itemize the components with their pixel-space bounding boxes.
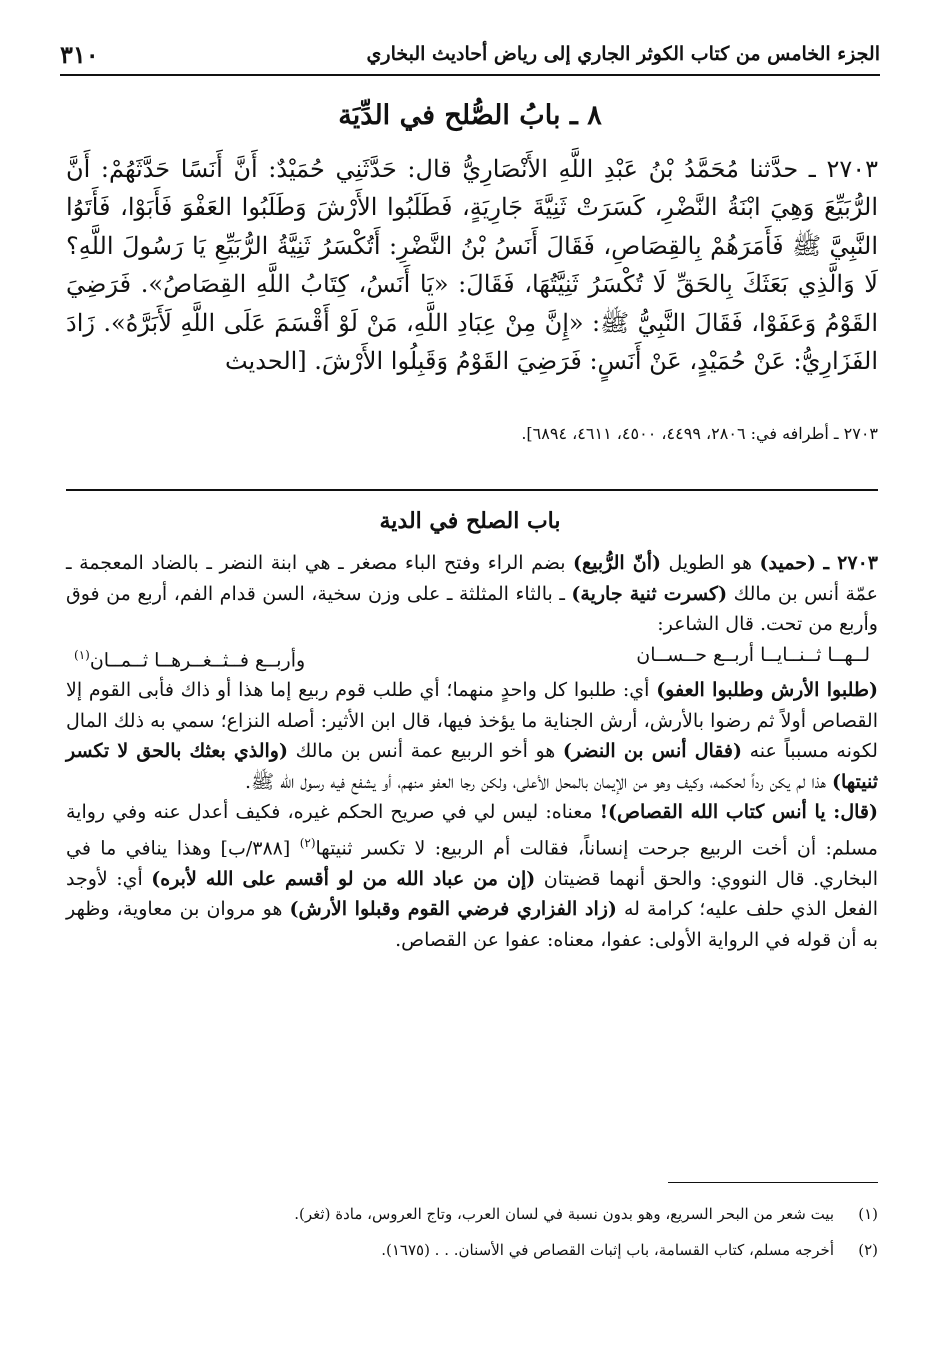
- page-header: [60, 38, 880, 76]
- commentary-text: بضم الراء وفتح الباء مصغر ـ هي ابنة النضر ـ بالضاد المعجمة ـ عمّة أنس بن مالك: [66, 552, 879, 605]
- commentary-text: هذا لم يكن رداً لحكمه، وكيف وهو من الإيمان بالمحل الأعلى، ولكن رجا العفو منهم، أو يشفع فيه رسول الله ﷺ.: [245, 770, 826, 793]
- quoted-phrase: (حميد): [759, 552, 816, 574]
- quoted-phrase: (كسرت ثنية جارية): [571, 582, 728, 605]
- commentary-title: باب الصلح في الدية: [379, 508, 561, 534]
- quoted-phrase: (فقال أنس بن النضر): [562, 740, 742, 763]
- footnote-item: [66, 1196, 878, 1232]
- hadith-references: ٢٧٠٣ ـ أطرافه في: ٢٨٠٦، ٤٤٩٩، ٤٥٠٠، ٤٦١١، ٦٨٩٤].: [521, 424, 878, 443]
- poem-hemistich-first: لــهــا ثــنــايــا أربــع حــســان: [636, 643, 870, 666]
- commentary-paragraph: [66, 675, 878, 797]
- poem-hemistich-second: [74, 640, 305, 676]
- quoted-phrase: (طلبوا الأرش وطلبوا العفو): [656, 679, 879, 702]
- footnote-number: (١): [858, 1205, 878, 1223]
- quoted-phrase: (قال: يا أنس كتاب الله القصاص)!: [599, 801, 878, 824]
- footnote-marker[interactable]: (٢): [299, 835, 316, 850]
- quoted-phrase: (إن من عباد الله من لو أقسم على الله لأبره): [151, 867, 536, 890]
- commentary-text: هو مروان بن معاوية، وظهر به أن قوله في الرواية الأولى: عفوا، معناه: عفوا عن القصاص.: [66, 898, 878, 951]
- quoted-phrase: (والذي بعثك بالحق لا تكسر ثنيتها): [66, 740, 878, 793]
- footnote-number: (٢): [858, 1241, 878, 1259]
- commentary-text: هو أخو الربيع عمة أنس بن مالك: [295, 740, 556, 763]
- poem-verse: [66, 640, 878, 676]
- chapter-title: ٨ ـ بابُ الصُّلح في الدِّيَة: [338, 100, 602, 131]
- running-title: الجزء الخامس من كتاب الكوثر الجاري إلى رياض أحاديث البخاري: [366, 43, 880, 65]
- poem-hemistich-text: وأربــع فــثــغــرهــا ثــمــان: [89, 648, 306, 671]
- footnote-marker[interactable]: (١): [74, 647, 90, 662]
- commentary-text: هو الطويل: [668, 552, 753, 574]
- section-divider: [66, 489, 878, 491]
- commentary-text: [٣٨٨/ب] وهذا ينافي ما في البخاري. قال النووي: والحق أنهما قضيتان: [66, 837, 878, 890]
- hadith-text: ٢٧٠٣ ـ حدَّثنا مُحَمَّدُ بْنُ عَبْدِ اللَّهِ الأَنْصَارِيُّ قال: حَدَّثَنِي حُمَيْدٌ: أَنَّ أَنَسًا حَدَّثَهُمْ: أَنَّ الرُّبَيِّعَ وَهِيَ ابْنَةُ النَّضْرِ، كَسَرَتْ ثَنِيَّةَ جَارِيَةٍ، فَطَلَبُوا الأَرْشَ وَطَلَبُوا العَفْوَ فَأَبَوْا، فَأَتَوُا النَّبِيَّ ﷺ فَأَمَرَهُمْ بِالقِصَاصِ، فَقَالَ أَنَسُ بْنُ النَّضْرِ: أَتُكْسَرُ ثَنِيَّةُ الرُّبَيِّعِ يَا رَسُولَ اللَّهِ؟ لَا وَالَّذِي بَعَثَكَ بِالحَقِّ لَا تُكْسَرُ ثَنِيَّتُهَا، فَقَالَ: «يَا أَنَسُ، كِتَابُ اللَّهِ القِصَاصُ». فَرَضِيَ القَوْمُ وَعَفَوْا، فَقَالَ النَّبِيُّ ﷺ: «إِنَّ مِنْ عِبَادِ اللَّهِ، مَنْ لَوْ أَقْسَمَ عَلَى اللَّهِ لَأَبَرَّهُ». زَادَ الفَزَارِيُّ: عَنْ حُمَيْدٍ، عَنْ أَنَسٍ: فَرَضِيَ القَوْمُ وَقَبِلُوا الأَرْشَ. [الحديث: [66, 155, 878, 376]
- footnote-text: أخرجه مسلم، كتاب القسامة، باب إثبات القصاص في الأسنان. . . (١٦٧٥).: [381, 1241, 834, 1259]
- commentary-text: أي: طلبوا كل واحدٍ منهما؛ أي طلب قوم ربيع إما هذا أو ذاك فأبى القوم إلا القصاص أولاً ثم رضوا بالأرش، أرش الجناية ما يؤخذ فيها، قال ابن الأثير: أصله النزاع؛ سمي به ذلك المال لكونه مسبباً عنه: [66, 679, 878, 763]
- hadith-number: ٢٧٠٣ ـ: [823, 552, 878, 574]
- quoted-phrase: (أنّ الرُّبيع): [573, 552, 662, 574]
- quoted-phrase: (زاد الفزاري فرضي القوم وقبلوا الأرش): [289, 898, 617, 921]
- footnote-rule: [668, 1182, 878, 1183]
- footnotes: [66, 1196, 878, 1268]
- page-number: ٣١٠: [60, 39, 99, 69]
- commentary-text: أي: لأوجد الفعل الذي حلف عليه؛ كرامة له: [66, 867, 878, 921]
- commentary-text: معناه: ليس لي في صريح الحكم غيره، فكيف أعدل عنه وفي رواية مسلم: أن أخت الربيع جرحت إنساناً، فقالت أم الربيع: لا تكسر ثنيتها: [66, 801, 878, 860]
- footnote-text: بيت شعر من البحر السريع، وهو بدون نسبة في لسان العرب، وتاج العروس، مادة (ثغر).: [294, 1205, 834, 1223]
- commentary-text: ـ بالثاء المثلثة ـ على وزن سخية، السن قدام الفم، أربع من فوق وأربع من تحت. قال الشاعر:: [66, 582, 878, 635]
- footnote-item: [66, 1232, 878, 1268]
- commentary-paragraph: [66, 797, 878, 955]
- commentary-paragraph: [66, 548, 878, 640]
- commentary-body: [66, 548, 878, 955]
